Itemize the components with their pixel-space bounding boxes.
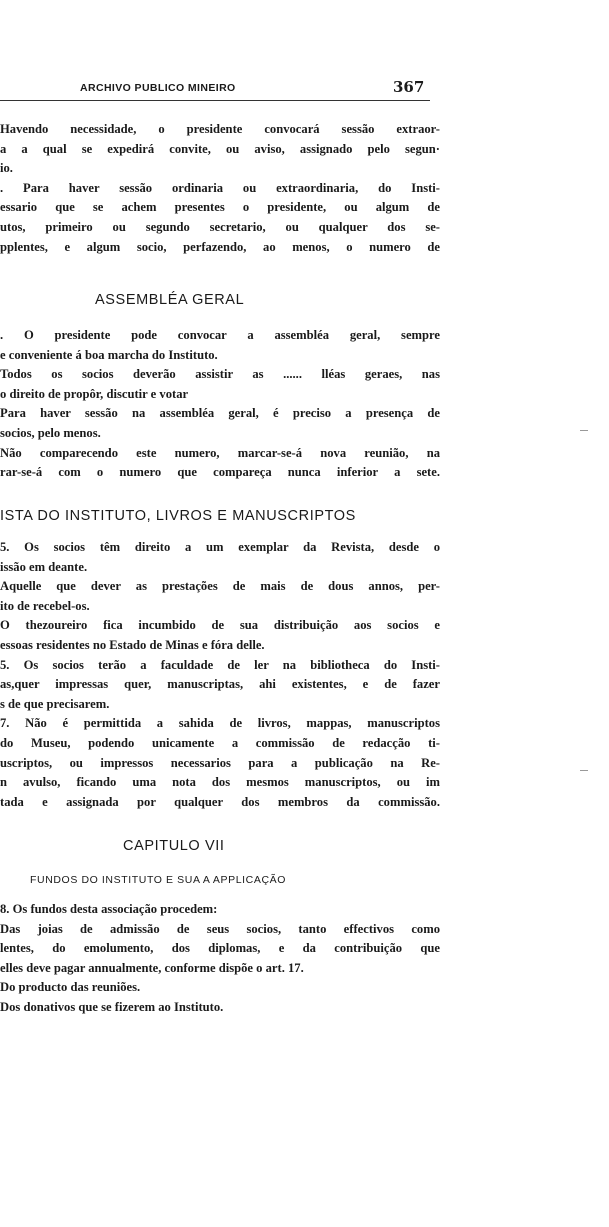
chapter-heading: CAPITULO VII [123,838,225,854]
text-line: do Museu, podendo unicamente a commissão de redacção ti- [0,735,440,750]
text-line: pplentes, e algum socio, perfazendo, ao menos, o numero de [0,239,440,254]
text-line: n avulso, ficando uma nota dos mesmos manuscriptos, ou im [0,775,440,790]
text-line: 5. Os socios terão a faculdade de ler na bibliotheca do Insti- [0,657,440,672]
text-line: o direito de propôr, discutir e votar [0,386,189,401]
paragraph-block-revista [0,538,440,812]
running-header [0,78,430,101]
text-line: 8. Os fundos desta associação procedem: [0,902,218,916]
text-line: e conveniente á boa marcha do Instituto. [0,347,218,362]
header-title: ARCHIVO PUBLICO MINEIRO [80,82,236,94]
text-line: Do producto das reuniões. [0,980,141,995]
text-line: as,quer impressas quer, manuscriptas, ahi existentes, e de fazer [0,677,440,692]
text-line: elles deve pagar annualmente, conforme dispõe o art. 17. [0,960,304,975]
text-line: . O presidente pode convocar a assembléa geral, sempre [0,328,440,342]
text-line: Todos os socios deverão assistir as ...... lléas geraes, nas [0,367,440,382]
text-line: io. [0,161,13,176]
text-line: socios, pelo menos. [0,425,101,440]
section-heading-assembleia: ASSEMBLÉA GERAL [95,292,245,308]
text-line: 5. Os socios têm direito a um exemplar da Revista, desde o [0,540,440,554]
paragraph-block-fundos [0,900,440,1018]
text-line: Não comparecendo este numero, marcar-se-á nova reunião, na [0,445,440,460]
text-line: essario que se achem presentes o presidente, ou algum de [0,200,440,215]
text-line: Havendo necessidade, o presidente convocará sessão extraor- [0,122,440,136]
paragraph-block-sessions [0,120,440,257]
text-line: lentes, do emolumento, dos diplomas, e da contribuição que [0,941,440,956]
margin-speck [580,770,588,771]
text-line: a a qual se expedirá convite, ou aviso, assignado pelo segun· [0,141,440,156]
text-line: Para haver sessão na assembléa geral, é preciso a presença de [0,406,440,421]
text-line: Das joias de admissão de seus socios, tanto effectivos como [0,921,440,936]
text-line: uscriptos, ou impressos necessarios para a publicação na Re- [0,755,440,770]
text-line: . Para haver sessão ordinaria ou extraordinaria, do Insti- [0,180,440,195]
text-line: tada e assignada por qualquer dos membros da commissão. [0,794,440,809]
page-number: 367 [393,78,425,96]
text-line: Dos donativos que se fizerem ao Instituto. [0,999,224,1014]
section-heading-revista: ISTA DO INSTITUTO, LIVROS E MANUSCRIPTOS [0,508,356,524]
text-line: Aquelle que dever as prestações de mais de dous annos, per- [0,579,440,594]
text-line: issão em deante. [0,559,88,574]
text-line: 7. Não é permittida a sahida de livros, mappas, manuscriptos [0,716,440,731]
text-line: ito de recebel-os. [0,598,90,613]
paragraph-block-assembleia [0,326,440,483]
text-line: O thezoureiro fica incumbido de sua distribuição aos socios e [0,618,440,633]
text-line: s de que precisarem. [0,696,110,711]
text-line: essoas residentes no Estado de Minas e fóra delle. [0,637,265,652]
chapter-subheading: FUNDOS DO INSTITUTO E SUA A APPLICAÇÃO [30,874,286,886]
text-line: rar-se-á com o numero que compareça nunca inferior a sete. [0,465,440,480]
margin-speck [580,430,588,431]
text-line: utos, primeiro ou segundo secretario, ou qualquer dos se- [0,219,440,234]
